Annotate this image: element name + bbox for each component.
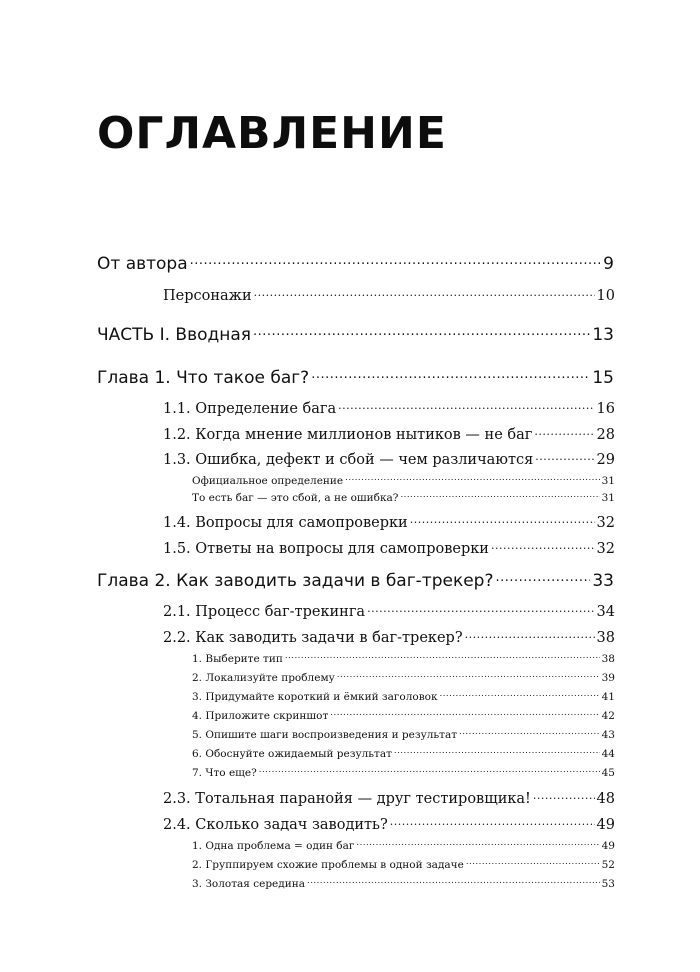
toc-entry-page: 28	[596, 426, 615, 443]
dot-leader	[394, 746, 600, 757]
toc-entry[interactable]	[192, 670, 615, 684]
toc-entry[interactable]	[163, 398, 615, 417]
dot-leader	[311, 366, 590, 383]
toc-entry-page: 38	[601, 652, 615, 665]
dot-leader	[496, 569, 591, 586]
toc-entry-page: 42	[601, 709, 615, 722]
toc-entry-page: 44	[601, 747, 615, 760]
toc-entry-title: 1. Одна проблема = один баг	[192, 839, 355, 852]
dot-leader	[285, 651, 600, 662]
toc-entry[interactable]	[192, 876, 615, 890]
toc-entry-page: 49	[601, 839, 615, 852]
dot-leader	[337, 670, 600, 681]
toc-entry[interactable]	[163, 601, 615, 620]
toc-entry-page: 41	[601, 690, 615, 703]
toc-entry-page: 9	[603, 254, 614, 274]
dot-leader	[254, 285, 595, 300]
toc-entry-title: Глава 2. Как заводить задачи в баг-трекер?	[97, 571, 494, 591]
toc-entry-title: 4. Приложите скриншот	[192, 709, 329, 722]
toc-entry-title: Глава 1. Что такое баг?	[97, 368, 310, 388]
toc-entry[interactable]	[192, 857, 615, 871]
toc-entry-page: 43	[601, 728, 615, 741]
toc-entry-title: То есть баг — это сбой, а не ошибка?	[192, 491, 399, 504]
toc-entry-title: Официальное определение	[192, 474, 344, 487]
dot-leader	[259, 765, 600, 776]
toc-entry-title: 3. Золотая середина	[192, 877, 305, 890]
toc-entry[interactable]	[163, 627, 615, 646]
toc-entry[interactable]	[192, 490, 615, 504]
toc-entry-page: 34	[596, 603, 615, 620]
dot-leader	[345, 473, 600, 484]
toc-entry-page: 49	[596, 816, 615, 833]
toc-entry-page: 29	[596, 451, 615, 468]
toc-entry-page: 31	[601, 491, 615, 504]
page-title: ОГЛАВЛЕНИЕ	[97, 108, 447, 159]
toc-entry-title: ЧАСТЬ I. Вводная	[97, 325, 252, 345]
dot-leader	[253, 323, 590, 340]
toc-entry-title: 1.2. Когда мнение миллионов нытиков — не баг	[163, 426, 533, 443]
toc-entry-title: 1. Выберите тип	[192, 652, 283, 665]
dot-leader	[491, 538, 595, 553]
dot-leader	[410, 512, 595, 527]
dot-leader	[535, 449, 594, 464]
toc-entry-page: 33	[592, 571, 614, 591]
toc-entry-title: 2.2. Как заводить задачи в баг-трекер?	[163, 629, 463, 646]
toc-entry[interactable]	[97, 252, 614, 274]
toc-entry[interactable]	[163, 449, 615, 468]
dot-leader	[338, 398, 594, 413]
toc-entry[interactable]	[192, 708, 615, 722]
toc-entry-title: 5. Опишите шаги воспроизведения и результат	[192, 728, 458, 741]
toc-entry-page: 53	[601, 877, 615, 890]
toc-entry[interactable]	[163, 788, 615, 807]
toc-entry-title: 2.3. Тотальная паранойя — друг тестировщика!	[163, 790, 531, 807]
toc-entry-page: 38	[596, 629, 615, 646]
toc-entry-page: 15	[592, 368, 614, 388]
toc-entry[interactable]	[163, 424, 615, 443]
toc-entry-title: 2.1. Процесс баг-трекинга	[163, 603, 366, 620]
toc-entry[interactable]	[163, 538, 615, 557]
dot-leader	[356, 838, 599, 849]
toc-entry-page: 32	[596, 540, 615, 557]
toc-entry-title: 1.3. Ошибка, дефект и сбой — чем различаются	[163, 451, 534, 468]
toc-entry-title: Персонажи	[163, 287, 252, 304]
toc-entry[interactable]	[163, 285, 615, 304]
dot-leader	[466, 857, 600, 868]
toc-entry-page: 16	[596, 400, 615, 417]
toc-entry[interactable]	[97, 366, 614, 388]
dot-leader	[459, 727, 600, 738]
toc-entry-title: 2. Группируем схожие проблемы в одной задаче	[192, 858, 464, 871]
toc-entry-page: 52	[601, 858, 615, 871]
toc-entry[interactable]	[192, 765, 615, 779]
dot-leader	[533, 788, 595, 803]
toc-entry-title: 1.5. Ответы на вопросы для самопроверки	[163, 540, 489, 557]
toc-entry[interactable]	[192, 746, 615, 760]
toc-entry-title: От автора	[97, 254, 188, 274]
toc-entry[interactable]	[192, 689, 615, 703]
toc-entry[interactable]	[192, 473, 615, 487]
toc-entry-title: 2. Локализуйте проблему	[192, 671, 335, 684]
dot-leader	[440, 689, 600, 700]
toc-entry[interactable]	[192, 727, 615, 741]
dot-leader	[307, 876, 600, 887]
dot-leader	[190, 252, 602, 269]
dot-leader	[330, 708, 599, 719]
dot-leader	[465, 627, 595, 642]
toc-entry[interactable]	[192, 838, 615, 852]
toc-entry[interactable]	[97, 569, 614, 591]
toc-entry-title: 1.4. Вопросы для самопроверки	[163, 514, 408, 531]
toc-entry-page: 13	[592, 325, 614, 345]
toc-entry-page: 39	[601, 671, 615, 684]
toc-entry-title: 1.1. Определение бага	[163, 400, 337, 417]
toc-entry-page: 32	[596, 514, 615, 531]
dot-leader	[367, 601, 594, 616]
toc-entry[interactable]	[163, 814, 615, 833]
toc-entry-title: 2.4. Сколько задач заводить?	[163, 816, 388, 833]
toc-entry-page: 45	[601, 766, 615, 779]
toc-entry-title: 6. Обоснуйте ожидаемый результат	[192, 747, 392, 760]
toc-entry[interactable]	[97, 323, 614, 345]
toc-entry[interactable]	[192, 651, 615, 665]
toc-entry-page: 10	[596, 287, 615, 304]
toc-entry-page: 31	[601, 474, 615, 487]
dot-leader	[534, 424, 594, 439]
dot-leader	[390, 814, 595, 829]
toc-entry-title: 3. Придумайте короткий и ёмкий заголовок	[192, 690, 438, 703]
toc-entry-title: 7. Что еще?	[192, 766, 257, 779]
toc-entry[interactable]	[163, 512, 615, 531]
dot-leader	[400, 490, 599, 501]
toc-entry-page: 48	[596, 790, 615, 807]
